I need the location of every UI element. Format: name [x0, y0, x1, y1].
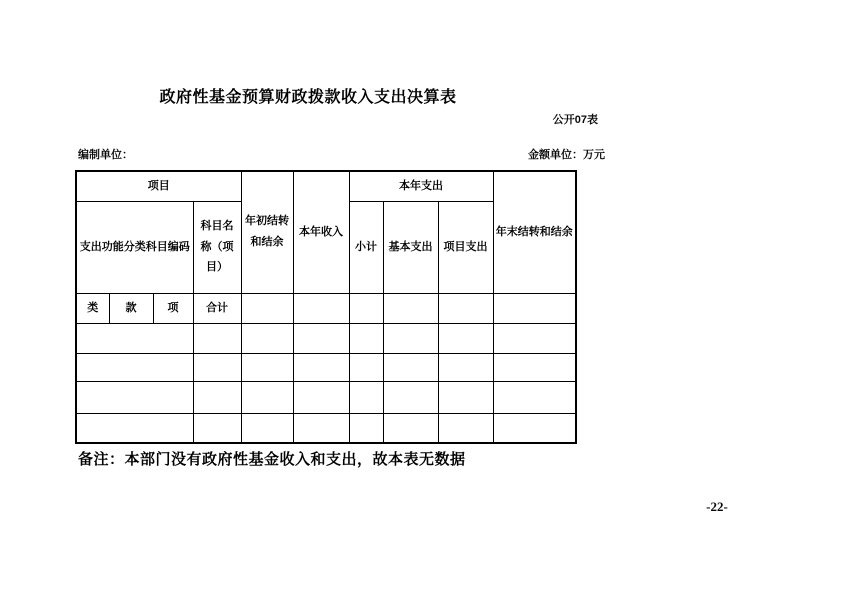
- header-subtotal: 小计: [349, 201, 383, 293]
- cell-code: [76, 323, 193, 353]
- header-row-3: [76, 293, 576, 323]
- cell-income: [293, 323, 349, 353]
- cell-project: [438, 381, 493, 413]
- header-subject-name: 科目名称（项目）: [193, 201, 241, 293]
- cell-subject: [193, 381, 241, 413]
- cell-beginning-balance: [241, 381, 293, 413]
- cell-subject: [193, 413, 241, 443]
- page-title: 政府性基金预算财政拨款收入支出决算表: [159, 89, 457, 106]
- cell-project: [438, 323, 493, 353]
- header-section: 款: [109, 293, 153, 323]
- note-text: 备注：本部门没有政府性基金收入和支出，故本表无数据: [78, 451, 466, 468]
- cell-subject: [193, 323, 241, 353]
- header-current-year-expenditure: 本年支出: [349, 171, 493, 201]
- header-item: 项目: [76, 171, 241, 201]
- cell-subtotal: [349, 353, 383, 381]
- cell-income: [293, 413, 349, 443]
- table-row: [76, 381, 576, 413]
- empty-cell: [438, 293, 493, 323]
- cell-subtotal: [349, 413, 383, 443]
- cell-subtotal: [349, 381, 383, 413]
- empty-cell: [349, 293, 383, 323]
- cell-code: [76, 381, 193, 413]
- cell-year-end: [493, 323, 576, 353]
- prepared-by-label: 编制单位：: [78, 149, 133, 161]
- header-total: 合计: [193, 293, 241, 323]
- cell-code: [76, 413, 193, 443]
- header-row-1: [76, 171, 576, 201]
- cell-basic: [383, 381, 438, 413]
- cell-basic: [383, 413, 438, 443]
- header-project-expenditure: 项目支出: [438, 201, 493, 293]
- header-current-year-income: 本年收入: [293, 171, 349, 293]
- header-beginning-balance: 年初结转和结余: [241, 171, 293, 293]
- budget-table: [75, 170, 577, 444]
- meta-row: [78, 146, 605, 162]
- header-basic-expenditure: 基本支出: [383, 201, 438, 293]
- cell-beginning-balance: [241, 413, 293, 443]
- form-code-label: 公开07表: [552, 114, 598, 126]
- table-row: [76, 323, 576, 353]
- header-expenditure-function-code: 支出功能分类科目编码: [76, 201, 193, 293]
- cell-year-end: [493, 413, 576, 443]
- cell-basic: [383, 323, 438, 353]
- cell-income: [293, 353, 349, 381]
- cell-subtotal: [349, 323, 383, 353]
- page-number: -22-: [706, 499, 728, 514]
- cell-year-end: [493, 381, 576, 413]
- cell-project: [438, 413, 493, 443]
- cell-subject: [193, 353, 241, 381]
- header-category: 类: [76, 293, 109, 323]
- table-row: [76, 353, 576, 381]
- header-item-code: 项: [153, 293, 193, 323]
- header-year-end-balance: 年末结转和结余: [493, 171, 576, 293]
- cell-year-end: [493, 353, 576, 381]
- cell-beginning-balance: [241, 353, 293, 381]
- table-row: [76, 413, 576, 443]
- cell-beginning-balance: [241, 323, 293, 353]
- cell-basic: [383, 353, 438, 381]
- empty-cell: [493, 293, 576, 323]
- cell-project: [438, 353, 493, 381]
- cell-code: [76, 353, 193, 381]
- empty-cell: [293, 293, 349, 323]
- amount-unit-label: 金额单位：万元: [528, 149, 605, 161]
- empty-cell: [241, 293, 293, 323]
- empty-cell: [383, 293, 438, 323]
- cell-income: [293, 381, 349, 413]
